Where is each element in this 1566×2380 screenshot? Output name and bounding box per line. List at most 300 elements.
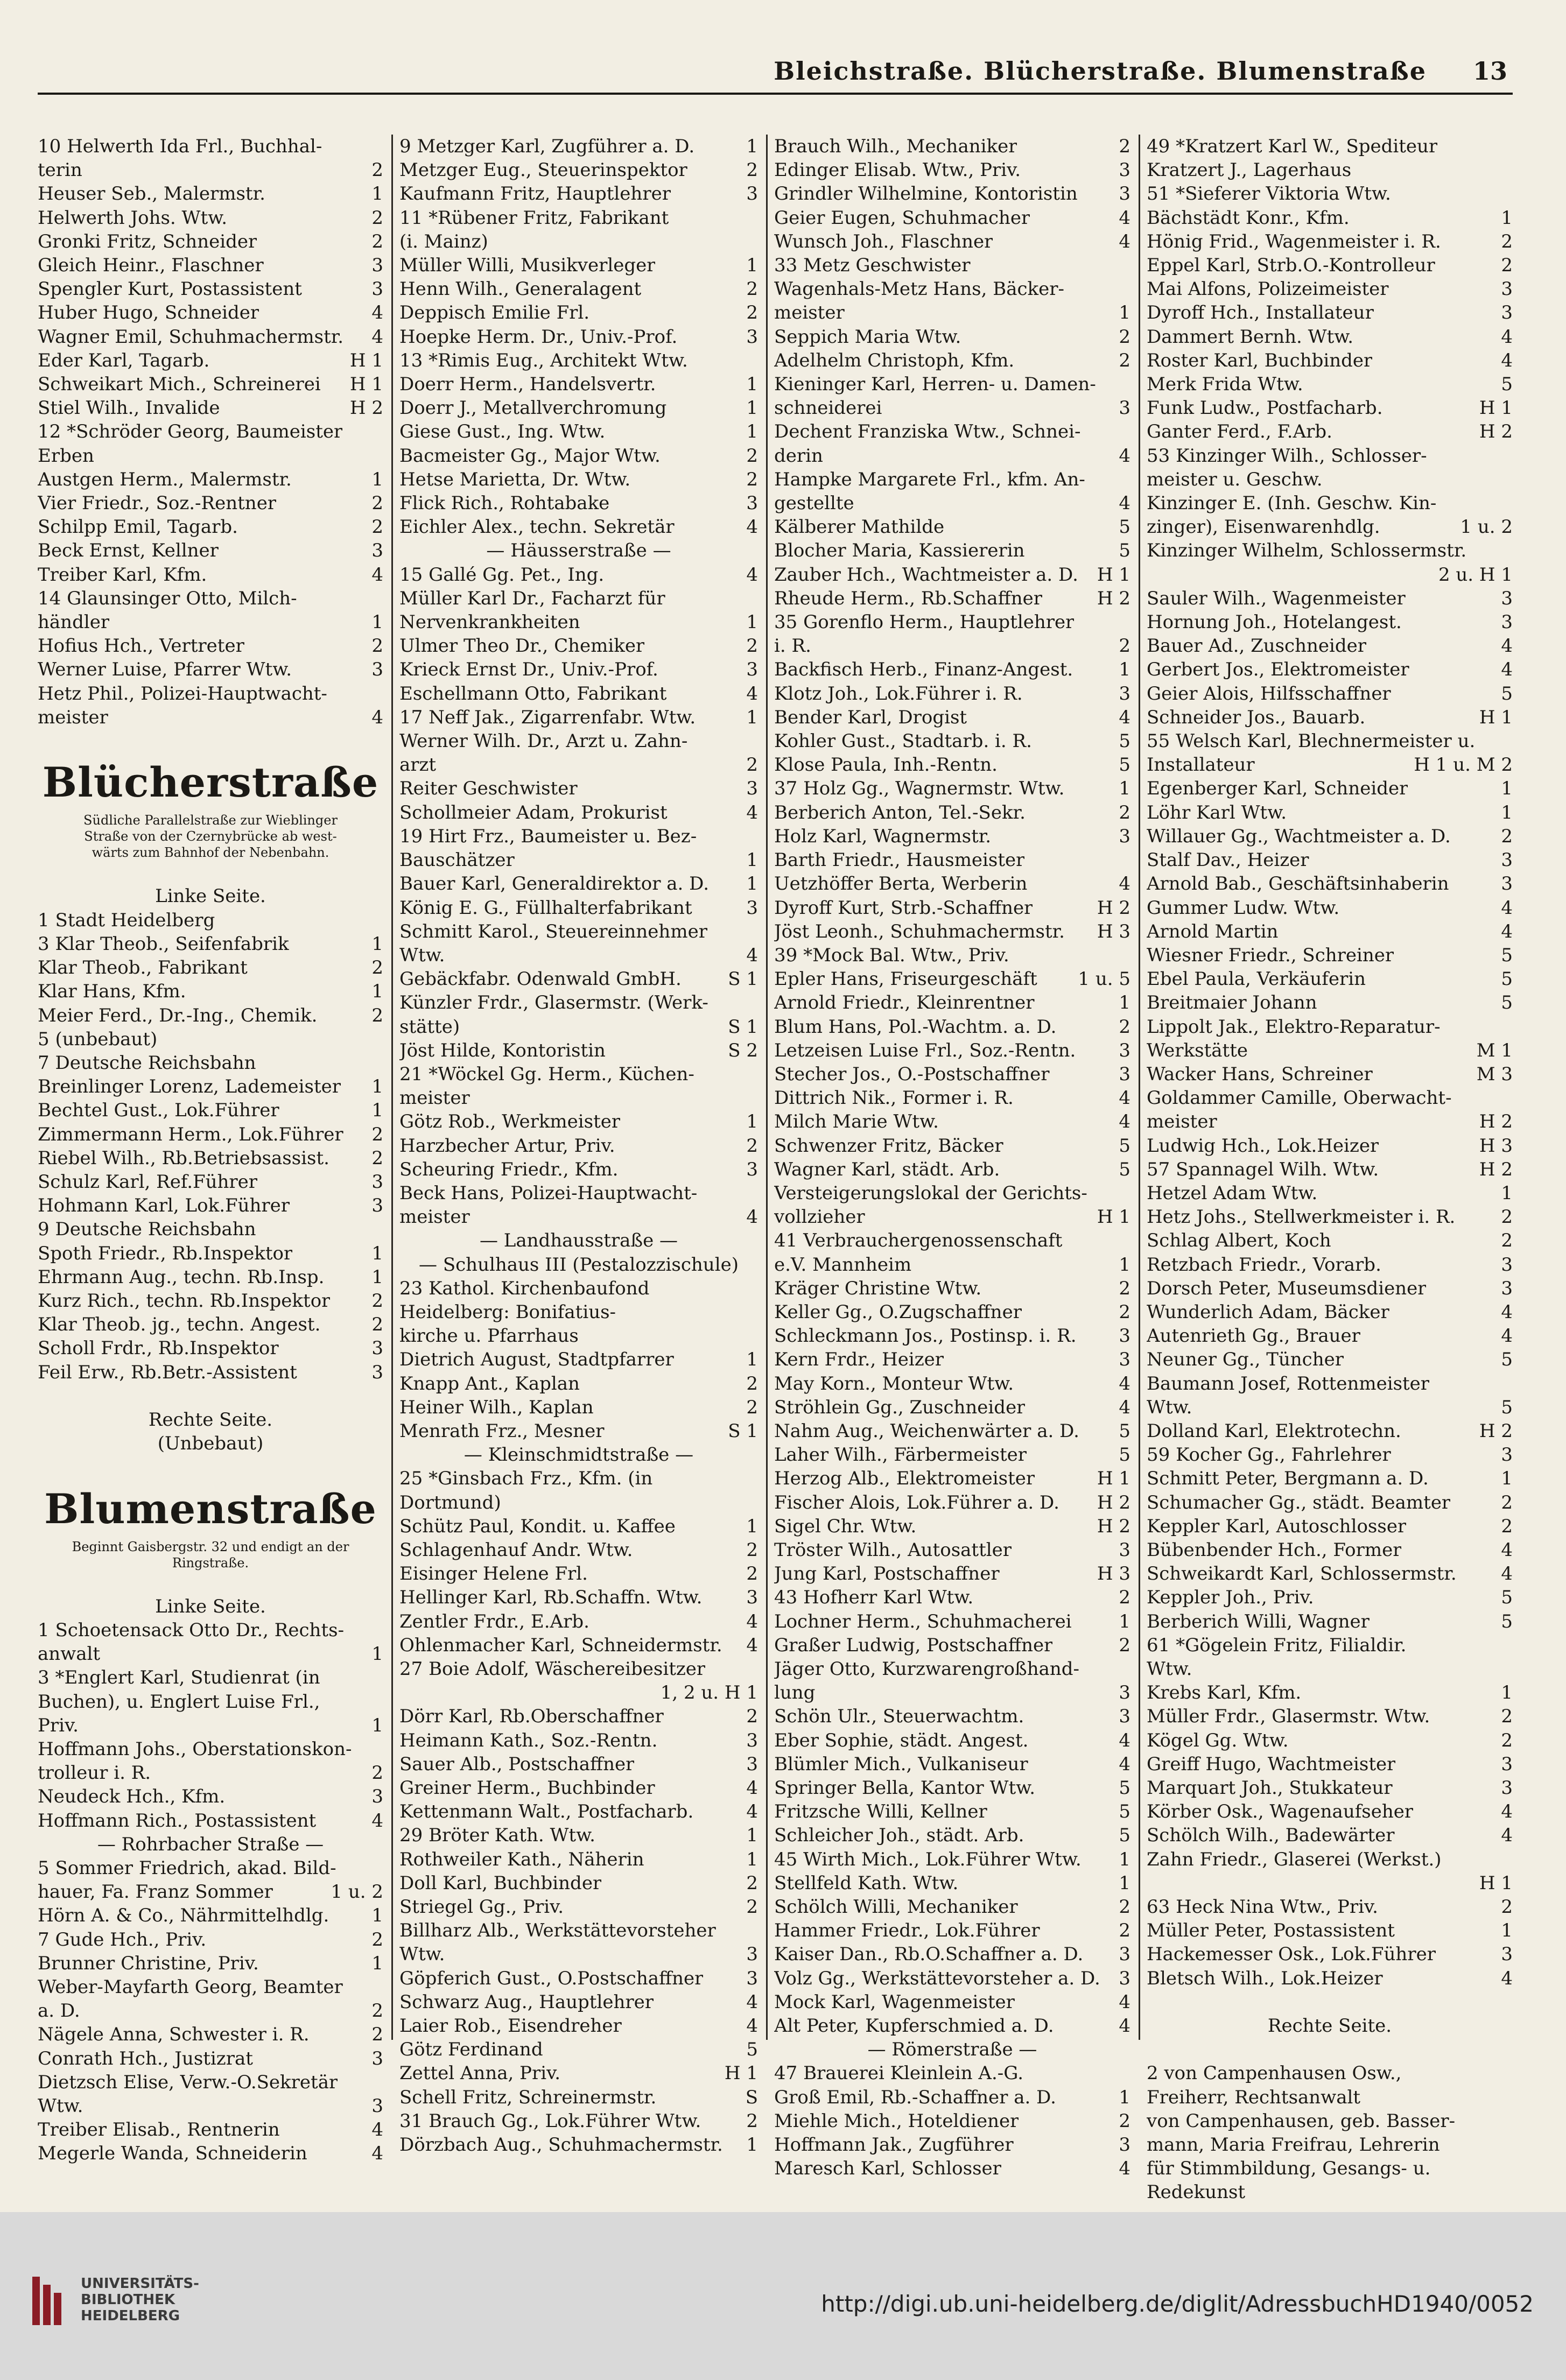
entry-text: trolleur i. R. [38, 1762, 151, 1784]
entry-text: Hoffmann Johs., Oberstationskon- [38, 1738, 352, 1760]
directory-entry [399, 1491, 758, 1515]
floor-number: 3 [1501, 873, 1513, 895]
directory-entry [774, 491, 1130, 515]
floor-number: 3 [1119, 183, 1130, 205]
entry-text: schneiderei [774, 397, 882, 419]
directory-entry [399, 1538, 758, 1562]
floor-number: 1 [371, 1643, 383, 1665]
floor-number: H 1 u. M 2 [1414, 754, 1513, 776]
entry-text: 31 Brauch Gg., Lok.Führer Wtw. [399, 2110, 701, 2132]
directory-entry [399, 2109, 758, 2133]
entry-text: i. R. [774, 635, 811, 657]
floor-number: 1 [371, 1952, 383, 1974]
directory-entry [38, 1737, 383, 1761]
floor-number: 3 [1119, 1063, 1130, 1085]
floor-number: 4 [371, 302, 383, 324]
entry-text: Nägele Anna, Schwester i. R. [38, 2024, 310, 2046]
floor-number: S [745, 2086, 758, 2108]
entry-text: Fischer Alois, Lok.Führer a. D. [774, 1491, 1059, 1513]
floor-number: H 2 [1479, 1420, 1513, 1442]
directory-entry [1147, 1372, 1513, 1396]
section-label: — Schulhaus III (Pestalozzischule) [419, 1254, 739, 1276]
entry-text: Hetz Johs., Stellwerkmeister i. R. [1147, 1206, 1456, 1228]
floor-number [1509, 1086, 1513, 1110]
floor-number: 1 [1501, 778, 1513, 800]
entry-text: Marquart Joh., Stukkateur [1147, 1777, 1393, 1799]
entry-text: Fritzsche Willi, Kellner [774, 1801, 987, 1823]
floor-number: 2 [1119, 326, 1130, 348]
floor-number: 3 [371, 278, 383, 300]
directory-entry [399, 1705, 758, 1728]
directory-entry [1147, 1253, 1513, 1277]
entry-text: Mock Karl, Wagenmeister [774, 1991, 1015, 2013]
floor-number [755, 1491, 758, 1515]
entry-text: Dittrich Nik., Former i. R. [774, 1087, 1014, 1109]
floor-number: 1 [1119, 1254, 1130, 1276]
directory-entry [399, 1134, 758, 1158]
entry-text: Kaiser Dan., Rb.O.Schaffner a. D. [774, 1944, 1084, 1966]
entry-text: Hellinger Karl, Rb.Schaffn. Wtw. [399, 1587, 703, 1609]
floor-number: H 2 [1479, 1111, 1513, 1133]
floor-number: 2 [1501, 1206, 1513, 1228]
directory-entry [1147, 230, 1513, 254]
floor-number [755, 1181, 758, 1205]
directory-entry [38, 372, 383, 396]
entry-text: terin [38, 159, 82, 181]
entry-text: meister [1147, 1111, 1217, 1133]
entry-text: Eppel Karl, Strb.O.-Kontrolleur [1147, 255, 1435, 277]
entry-text: 5 (unbebaut) [38, 1028, 158, 1050]
directory-entry [399, 801, 758, 825]
entry-text: Metzger Eug., Steuerinspektor [399, 159, 687, 181]
entry-text: Kettenmann Walt., Postfacharb. [399, 1801, 694, 1823]
directory-entry [399, 468, 758, 491]
directory-entry [399, 1610, 758, 1633]
directory-entry [774, 2157, 1130, 2180]
directory-entry [774, 1086, 1130, 1110]
entry-text: Redekunst [1147, 2181, 1246, 2203]
directory-entry [1147, 1848, 1513, 1871]
entry-text: zinger), Eisenwarenhdlg. [1147, 516, 1380, 538]
entry-text: meister u. Geschw. [1147, 468, 1323, 490]
column-2 [399, 135, 758, 2157]
directory-entry [38, 1170, 383, 1194]
floor-number: 3 [371, 1337, 383, 1360]
floor-number: 2 [1501, 1729, 1513, 1751]
floor-number: 4 [1501, 897, 1513, 919]
floor-number: 4 [1119, 1372, 1130, 1395]
directory-entry [774, 1158, 1130, 1181]
directory-entry [399, 1372, 758, 1396]
directory-entry [399, 825, 758, 848]
entry-text: Huber Hugo, Schneider [38, 302, 259, 324]
column-4 [1147, 135, 1513, 2205]
floor-number [755, 1919, 758, 1942]
floor-number: 4 [1119, 1729, 1130, 1751]
floor-number: 2 [371, 207, 383, 229]
entry-text: Baumann Josef, Rottenmeister [1147, 1372, 1430, 1395]
entry-text: Goldammer Camille, Oberwacht- [1147, 1087, 1452, 1109]
directory-entry [38, 1761, 383, 1785]
entry-text: Heimann Kath., Soz.-Rentn. [399, 1729, 658, 1751]
directory-entry [38, 1928, 383, 1952]
entry-text: Scheuring Friedr., Kfm. [399, 1158, 619, 1180]
directory-entry [774, 158, 1130, 182]
directory-entry [774, 1277, 1130, 1300]
directory-entry [399, 2086, 758, 2109]
directory-entry [1147, 491, 1513, 515]
entry-text: Kaufmann Fritz, Hauptlehrer [399, 183, 671, 205]
directory-entry [38, 491, 383, 515]
entry-text: Götz Rob., Werkmeister [399, 1111, 621, 1133]
directory-entry [1147, 1515, 1513, 1538]
entry-text: Wtw. [1147, 1658, 1192, 1680]
floor-number: 2 [371, 957, 383, 979]
entry-text: Spoth Friedr., Rb.Inspektor [38, 1242, 293, 1264]
floor-number: 4 [746, 682, 758, 705]
floor-number: H 3 [1097, 1563, 1130, 1585]
entry-text: Wagner Emil, Schuhmachermstr. [38, 326, 344, 348]
entry-text: Heidelberg: Bonifatius- [399, 1301, 616, 1323]
directory-entry [38, 682, 383, 706]
directory-entry [38, 1099, 383, 1122]
entry-text: Roster Karl, Buchbinder [1147, 349, 1373, 371]
entry-text: Müller Frdr., Glasermstr. Wtw. [1147, 1706, 1430, 1728]
floor-number: 3 [1119, 1539, 1130, 1561]
floor-number: 2 [1119, 1277, 1130, 1299]
entry-text: Barth Friedr., Hausmeister [774, 849, 1025, 871]
floor-number: 1 [1119, 659, 1130, 681]
directory-entry [1147, 801, 1513, 825]
entry-text: Keller Gg., O.Zugschaffner [774, 1301, 1022, 1323]
floor-number: 3 [1119, 1039, 1130, 1061]
directory-entry [1147, 1967, 1513, 1990]
floor-number: 2 [746, 1872, 758, 1894]
blank-line [38, 1455, 383, 1479]
directory-entry [774, 587, 1130, 610]
entry-text: Conrath Hch., Justizrat [38, 2047, 253, 2069]
floor-number: 5 [1119, 1135, 1130, 1157]
entry-text: Jöst Leonh., Schuhmachermstr. [774, 920, 1065, 942]
section-label: — Römerstraße — [867, 2039, 1037, 2061]
entry-text: stätte) [399, 1016, 460, 1038]
floor-number: 1 [371, 183, 383, 205]
blank-line [1147, 2038, 1513, 2061]
directory-entry [774, 1348, 1130, 1371]
floor-number: 1 [746, 1848, 758, 1870]
directory-entry [38, 1194, 383, 1217]
directory-entry [1147, 2157, 1513, 2180]
directory-entry [399, 1396, 758, 1419]
floor-number: 1 [746, 397, 758, 419]
directory-entry [38, 158, 383, 182]
entry-text: Schleicher Joh., städt. Arb. [774, 1825, 1024, 1847]
directory-entry [774, 706, 1130, 729]
directory-entry [1147, 1348, 1513, 1371]
floor-number: 1 [746, 2134, 758, 2156]
directory-entry [399, 372, 758, 396]
floor-number: 1 [371, 1100, 383, 1122]
floor-number: 4 [746, 564, 758, 586]
street-description: Ringstraße. [172, 1555, 249, 1571]
floor-number: H 1 [349, 349, 383, 371]
directory-entry [1147, 420, 1513, 443]
entry-text: Keppler Joh., Priv. [1147, 1587, 1314, 1609]
directory-entry [399, 2061, 758, 2085]
entry-text: Hetz Phil., Polizei-Hauptwacht- [38, 682, 327, 705]
entry-text: Wtw. [1147, 1396, 1192, 1418]
directory-entry [774, 943, 1130, 967]
directory-entry [399, 1823, 758, 1847]
directory-entry [38, 515, 383, 539]
directory-entry [38, 2094, 383, 2118]
floor-number: H 2 [1097, 1515, 1130, 1537]
floor-number: 1, 2 u. H 1 [660, 1682, 758, 1704]
floor-number: 4 [1119, 1396, 1130, 1418]
entry-text: Heiner Wilh., Kaplan [399, 1396, 594, 1418]
floor-number: 4 [1501, 659, 1513, 681]
entry-text: Berberich Willi, Wagner [1147, 1610, 1370, 1632]
directory-entry [38, 1880, 383, 1904]
entry-text: 33 Metz Geschwister [774, 255, 971, 277]
entry-text: Wtw. [399, 1944, 445, 1966]
entry-text: Breinlinger Lorenz, Lademeister [38, 1076, 341, 1098]
floor-number: 2 [371, 230, 383, 252]
floor-number: 5 [746, 2039, 758, 2061]
floor-number: 3 [1119, 825, 1130, 847]
floor-number: 1 u. 2 [331, 1881, 383, 1903]
entry-text: 7 Gude Hch., Priv. [38, 1928, 207, 1951]
floor-number: 2 [1119, 1587, 1130, 1609]
floor-number [1509, 182, 1513, 206]
floor-number: 3 [746, 1967, 758, 1989]
directory-entry [774, 753, 1130, 777]
directory-entry [774, 349, 1130, 372]
directory-entry [399, 1062, 758, 1086]
entry-text: Laier Rob., Eisendreher [399, 2015, 622, 2037]
directory-entry [774, 1467, 1130, 1490]
directory-entry [399, 444, 758, 468]
directory-entry [399, 1990, 758, 2014]
floor-number: 4 [1119, 230, 1130, 252]
entry-text: Hornung Joh., Hotelangest. [1147, 611, 1402, 633]
floor-number [755, 230, 758, 254]
entry-text: Egenberger Karl, Schneider [1147, 778, 1408, 800]
section-label: — Häusserstraße — [486, 540, 671, 562]
floor-number: 4 [1119, 1087, 1130, 1109]
entry-text: Stecher Jos., O.-Postschaffner [774, 1063, 1050, 1085]
floor-number: 2 [1119, 635, 1130, 657]
page-number: 13 [1472, 57, 1507, 86]
entry-text: arzt [399, 754, 437, 776]
entry-text: Feil Erw., Rb.Betr.-Assistent [38, 1361, 297, 1383]
floor-number [1509, 2180, 1513, 2204]
floor-number: 2 [1119, 136, 1130, 157]
floor-number: 3 [1119, 1349, 1130, 1371]
floor-number [755, 825, 758, 848]
entry-text: 14 Glaunsinger Otto, Milch- [38, 587, 297, 609]
directory-entry [774, 135, 1130, 158]
floor-number: 4 [1119, 1111, 1130, 1133]
library-name: UNIVERSITÄTS- BIBLIOTHEK HEIDELBERG [81, 2276, 199, 2324]
directory-entry [399, 1752, 758, 1776]
directory-entry [1147, 777, 1513, 800]
directory-entry [399, 2014, 758, 2038]
directory-entry [38, 1690, 383, 1714]
entry-text: für Stimmbildung, Gesangs- u. [1147, 2158, 1431, 2180]
directory-entry [38, 1952, 383, 1975]
floor-number: 1 [1501, 207, 1513, 229]
entry-text: Bechtel Gust., Lok.Führer [38, 1100, 279, 1122]
directory-entry [1147, 1062, 1513, 1086]
floor-number: 3 [746, 492, 758, 515]
entry-text: 1 Schoetensack Otto Dr., Rechts- [38, 1619, 345, 1641]
entry-text: Sauer Alb., Postschaffner [399, 1753, 635, 1775]
section-label: Linke Seite. [155, 885, 266, 907]
floor-number [755, 349, 758, 372]
street-description: Straße von der Czernybrücke ab west- [84, 829, 337, 844]
entry-text: Zimmermann Herm., Lok.Führer [38, 1123, 343, 1145]
entry-text: Freiherr, Rechtsanwalt [1147, 2086, 1361, 2108]
directory-entry [399, 1776, 758, 1800]
floor-number: 1 [1501, 1182, 1513, 1204]
entry-text: 25 *Ginsbach Frz., Kfm. (in [399, 1468, 653, 1490]
entry-text: Schneider Jos., Bauarb. [1147, 706, 1366, 728]
floor-number: 5 [1501, 682, 1513, 705]
floor-number: 1 [746, 1111, 758, 1133]
entry-text: meister [774, 302, 845, 324]
entry-text: Gleich Heinr., Flaschner [38, 255, 264, 277]
directory-entry [774, 872, 1130, 896]
directory-entry [774, 372, 1130, 396]
entry-text: Kögel Gg. Wtw. [1147, 1729, 1289, 1751]
entry-text: Willauer Gg., Wachtmeister a. D. [1147, 825, 1451, 847]
directory-entry [1147, 2086, 1513, 2109]
floor-number [1509, 2086, 1513, 2109]
directory-entry [399, 254, 758, 277]
directory-entry [1147, 1229, 1513, 1252]
floor-number: H 2 [1097, 1491, 1130, 1513]
floor-number: 3 [371, 2047, 383, 2069]
directory-entry [38, 634, 383, 658]
floor-number [755, 1277, 758, 1300]
directory-entry [1147, 1776, 1513, 1800]
directory-entry [774, 682, 1130, 706]
entry-text: (i. Mainz) [399, 230, 488, 252]
directory-entry [399, 1158, 758, 1181]
floor-number: 4 [1119, 1753, 1130, 1775]
entry-text: Krebs Karl, Kfm. [1147, 1682, 1302, 1704]
directory-entry [774, 1848, 1130, 1871]
directory-entry [1147, 254, 1513, 277]
floor-number [380, 420, 383, 443]
floor-number: 1 [1501, 1468, 1513, 1490]
directory-entry [38, 468, 383, 491]
directory-entry [399, 135, 758, 158]
directory-entry [38, 1123, 383, 1146]
source-url-link[interactable]: http://digi.ub.uni-heidelberg.de/diglit/AdressbuchHD1940/0052 [821, 2291, 1534, 2317]
directory-entry [1147, 1729, 1513, 1752]
entry-text: Dörzbach Aug., Schuhmachermstr. [399, 2134, 723, 2156]
directory-entry [774, 1967, 1130, 1990]
entry-text: 12 *Schröder Georg, Baumeister [38, 421, 343, 443]
floor-number: H 1 [1097, 1468, 1130, 1490]
floor-number: 4 [1501, 1801, 1513, 1823]
floor-number: 2 [1119, 1634, 1130, 1656]
floor-number: 4 [746, 1777, 758, 1799]
entry-text: Dechent Franziska Wtw., Schnei- [774, 421, 1081, 443]
entry-text: Kinzinger E. (Inh. Geschw. Kin- [1147, 492, 1437, 515]
floor-number: 1 [746, 1825, 758, 1847]
entry-text: meister [38, 706, 108, 728]
directory-entry [1147, 444, 1513, 468]
floor-number: 2 [371, 1928, 383, 1951]
directory-entry [399, 1324, 758, 1348]
entry-text: Treiber Elisab., Rentnerin [38, 2119, 280, 2141]
directory-entry [1147, 1205, 1513, 1229]
floor-number [1127, 1181, 1130, 1205]
floor-number: 1 [1501, 801, 1513, 823]
directory-entry [774, 1300, 1130, 1324]
floor-number: 3 [746, 183, 758, 205]
entry-text: Klar Theob., Fabrikant [38, 957, 248, 979]
entry-text: Henn Wilh., Generalagent [399, 278, 642, 300]
entry-text: Hoffmann Jak., Zugführer [774, 2134, 1014, 2156]
entry-text: Helwerth Johs. Wtw. [38, 207, 228, 229]
entry-text: Milch Marie Wtw. [774, 1111, 939, 1133]
entry-text: Zahn Friedr., Glaserei (Werkst.) [1147, 1848, 1442, 1870]
entry-text: Lochner Herm., Schuhmacherei [774, 1610, 1072, 1632]
floor-number: 4 [746, 1610, 758, 1632]
entry-text: 63 Heck Nina Wtw., Priv. [1147, 1896, 1378, 1918]
directory-entry [1147, 2133, 1513, 2157]
floor-number: H 1 [724, 2062, 758, 2085]
floor-number [380, 1690, 383, 1714]
directory-entry [399, 991, 758, 1015]
entry-text: Priv. [38, 1714, 79, 1736]
entry-text: Laher Wilh., Färbermeister [774, 1444, 1027, 1466]
entry-text: Bacmeister Gg., Major Wtw. [399, 445, 661, 467]
directory-entry [1147, 1657, 1513, 1681]
directory-entry [399, 2038, 758, 2061]
entry-text: Wunderlich Adam, Bäcker [1147, 1301, 1389, 1323]
floor-number: 3 [746, 326, 758, 348]
entry-text: Adelhelm Christoph, Kfm. [774, 349, 1015, 371]
floor-number: 3 [1119, 1706, 1130, 1728]
directory-entry [1147, 325, 1513, 349]
floor-number: 4 [1501, 1539, 1513, 1561]
floor-number: 4 [371, 326, 383, 348]
floor-number: 4 [1119, 1991, 1130, 2013]
directory-entry [774, 2109, 1130, 2133]
entry-text: Scholl Frdr., Rb.Inspektor [38, 1337, 279, 1360]
entry-text: Knapp Ant., Kaplan [399, 1372, 580, 1395]
floor-number: 3 [1119, 2134, 1130, 2156]
floor-number: 5 [1119, 754, 1130, 776]
entry-text: Jöst Hilde, Kontoristin [399, 1039, 606, 1061]
entry-text: Göpferich Gust., O.Postschaffner [399, 1967, 704, 1989]
entry-text: 3 Klar Theob., Seifenfabrik [38, 933, 289, 955]
directory-entry [399, 1419, 758, 1443]
floor-number: 3 [1119, 682, 1130, 705]
floor-number: 4 [1501, 349, 1513, 371]
entry-text: Kratzert J., Lagerhaus [1147, 159, 1352, 181]
entry-text: Blum Hans, Pol.-Wachtm. a. D. [774, 1016, 1057, 1038]
directory-entry [38, 206, 383, 230]
floor-number: 1 [371, 981, 383, 1003]
floor-number [380, 1666, 383, 1689]
directory-entry [399, 206, 758, 230]
